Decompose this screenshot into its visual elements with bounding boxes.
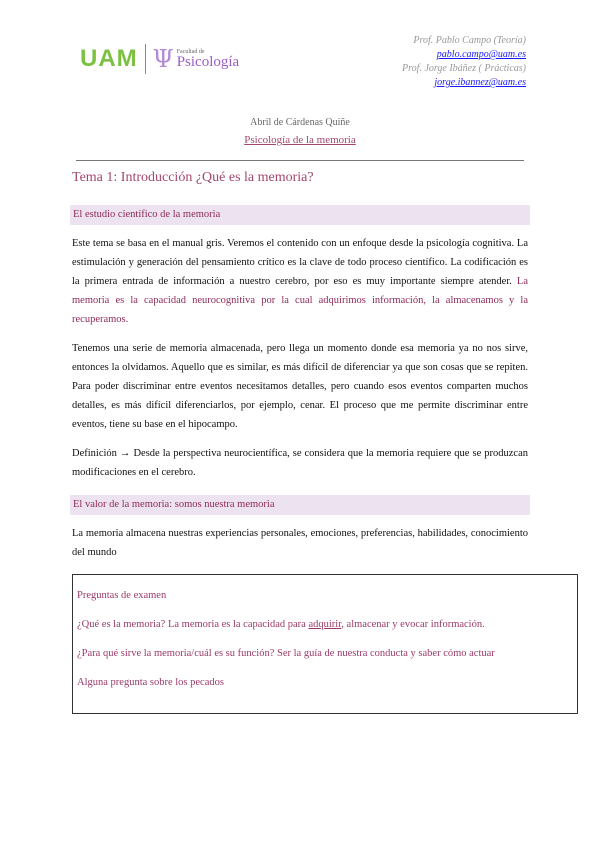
logo-divider <box>145 44 146 74</box>
section-heading: El valor de la memoria: somos nuestra memoria <box>70 495 530 515</box>
question-text: , almacenar y evocar información. <box>341 619 485 630</box>
paragraph-text: Este tema se basa en el manual gris. Veremos el contenido con un enfoque desde la psicología cognitiva. La estimulación y generación del pensamiento crítico es la clave de todo proceso científico. La codificación es la primera entrada de información a nuestro cerebro, por eso es muy importante siempre atender. <box>72 238 528 287</box>
section-heading: El estudio científico de la memoria <box>70 205 530 225</box>
uam-psicologia-logo <box>80 44 239 74</box>
psi-icon: Ψ <box>152 45 174 73</box>
exam-question: Alguna pregunta sobre los pecados <box>77 677 224 688</box>
box-title: Preguntas de examen <box>77 590 167 601</box>
subject-link[interactable]: Psicología de la memoria <box>244 134 356 146</box>
author: Abril de Cárdenas Quiñe <box>250 117 350 128</box>
header-divider <box>76 160 524 161</box>
paragraph: Definición → Desde la perspectiva neurocientífica, se considera que la memoria requiere que se produzcan modificaciones en el cerebro. <box>72 448 528 478</box>
paragraph: La memoria almacena nuestras experiencias personales, emociones, preferencias, habilidades, conocimiento del mundo <box>72 528 528 558</box>
professor-email-link[interactable]: jorge.ibannez@uam.es <box>434 77 526 88</box>
highlighted-definition: La memoria es la capacidad neurocognitiva por la cual adquirimos información, la almacenamos y la recuperamos. <box>72 276 528 325</box>
facultad-small: Facultad de <box>176 48 205 55</box>
facultad-name: Psicología <box>176 53 240 70</box>
paragraph <box>72 234 528 329</box>
underlined-word: adquirir <box>308 619 342 630</box>
paragraph: Tenemos una serie de memoria almacenada, pero llega un momento donde esa memoria ya no nos sirve, entonces la olvidamos. Aquello que es similar, es más difícil de diferenciar ya que son cosas que se repiten. Para poder discriminar entre eventos necesitamos detalles, pero cuando esos eventos comparten muchos detalles, es más difícil diferenciarlos, por ejemplo, cenar. El proceso que me permite discriminar entre eventos, tiene su base en el hipocampo. <box>72 343 528 430</box>
professor-name: Prof. Pablo Campo (Teoría) <box>413 35 526 46</box>
professors-block <box>402 34 526 90</box>
question-text: ¿Qué es la memoria? La memoria es la capacidad para <box>77 619 309 630</box>
facultad-logo <box>177 49 240 70</box>
uam-logo: UAM <box>80 45 138 72</box>
exam-question: ¿Para qué sirve la memoria/cuál es su función? Ser la guía de nuestra conducta y saber cómo actuar <box>77 648 495 659</box>
page-title: Tema 1: Introducción ¿Qué es la memoria? <box>72 170 314 185</box>
exam-questions-box <box>72 574 578 714</box>
exam-question <box>77 619 485 630</box>
professor-name: Prof. Jorge Ibáñez ( Prácticas) <box>402 63 526 74</box>
professor-email-link[interactable]: pablo.campo@uam.es <box>436 49 526 60</box>
